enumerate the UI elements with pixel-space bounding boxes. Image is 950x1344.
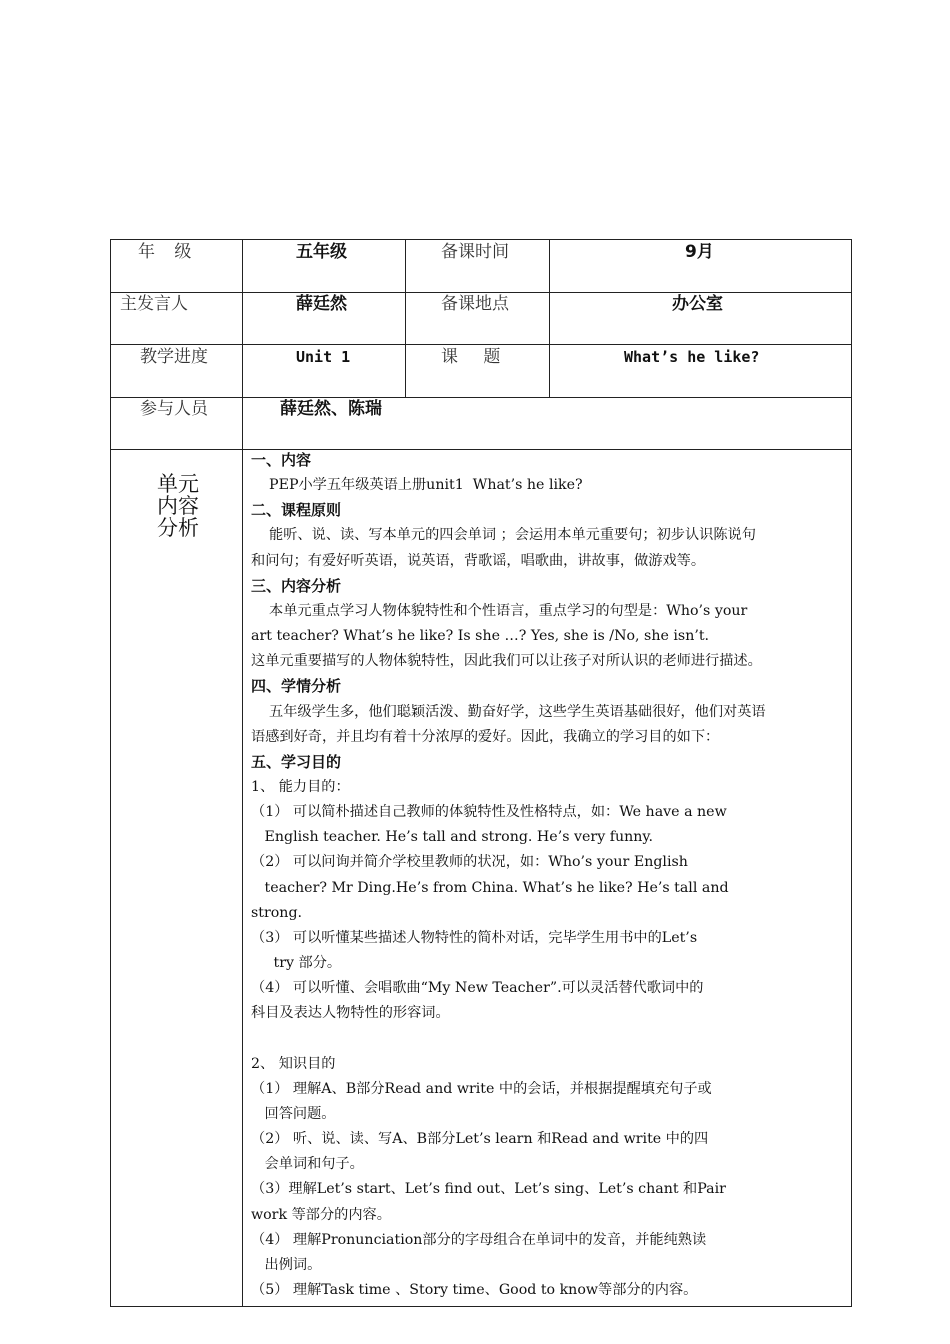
section-heading: 二、课程原则 (251, 501, 342, 520)
col-divider (242, 239, 243, 1307)
content-line: （4） 理解Pronunciation部分的字母组合在单词中的发音，并能纯熟读 (251, 1231, 707, 1248)
content-line: （2） 可以问询并简介学校里教师的状况，如：Who’s your English (251, 854, 688, 871)
content-line: 1、 能力目的： (251, 778, 350, 795)
content-line: 能听、说、读、写本单元的四会单词 ；会运用本单元重要句；初步认识陈说句 (251, 527, 756, 544)
content-line: 语感到好奇，并且均有着十分浓厚的爱好。因此，我确立的学习目的如下： (251, 728, 720, 745)
progress-label: 教学进度 (140, 347, 208, 367)
progress-value: Unit 1 (296, 348, 351, 366)
content-line: （3）理解Let’s start、Let’s find out、Let’s sing、Let’s chant 和Pair (251, 1181, 726, 1198)
row-divider (110, 344, 852, 345)
speaker-label: 主发言人 (120, 294, 188, 314)
place-value: 办公室 (672, 294, 723, 314)
content-line: PEP小学五年级英语上册unit1 What’s he like? (251, 477, 583, 494)
row-divider (110, 397, 852, 398)
side-label-line: 内容 (157, 494, 199, 518)
unit-analysis-label (150, 473, 206, 539)
section-heading: 三、内容分析 (251, 576, 342, 595)
content-line: English teacher. He’s tall and strong. He’s very funny. (251, 829, 654, 846)
content-line: （2） 听、说、读、写A、B部分Let’s learn 和Read and write 中的四 (251, 1131, 709, 1148)
section-heading: 一、内容 (251, 451, 312, 469)
col-divider (405, 239, 406, 397)
content-line: （3） 可以听懂某些描述人物特性的简朴对话，完毕学生用书中的Let’s (251, 929, 698, 946)
content-line: 会单词和句子。 (251, 1156, 364, 1173)
side-label-line: 分析 (157, 516, 199, 540)
content-line: strong. (251, 904, 303, 921)
section-heading: 四、学情分析 (251, 677, 342, 696)
time-value: 9月 (685, 242, 714, 262)
content-line: （1） 可以简朴描述自己教师的体貌特性及性格特点，如：We have a new (251, 804, 727, 821)
participants-label: 参与人员 (140, 399, 208, 419)
participants-value: 薛廷然、陈瑞 (280, 399, 382, 419)
content-line: 2、 知识目的 (251, 1055, 336, 1072)
content-line: 科目及表达人物特性的形容词。 (251, 1005, 450, 1022)
place-label: 备课地点 (441, 294, 509, 314)
grade-label: 年 级 (138, 242, 192, 262)
content-line: 回答问题。 (251, 1105, 336, 1122)
section-heading: 五、学习目的 (251, 752, 342, 771)
content-line: （1） 理解A、B部分Read and write 中的会话，并根据提醒填充句子或 (251, 1080, 712, 1097)
content-line: 本单元重点学习人物体貌特性和个性语言，重点学习的句型是：Who’s your (251, 602, 748, 619)
col-divider (549, 239, 550, 397)
speaker-value: 薛廷然 (296, 294, 347, 314)
content-line: work 等部分的内容。 (251, 1206, 391, 1223)
row-divider (110, 449, 852, 450)
side-label-line: 单元 (157, 472, 199, 496)
content-line: teacher? Mr Ding.He’s from China. What’s he like? He’s tall and (251, 879, 729, 896)
content-line: 五年级学生多，他们聪颖活泼、勤奋好学，这些学生英语基础很好，他们对英语 (251, 703, 766, 720)
content-line: try 部分。 (251, 955, 342, 971)
grade-value: 五年级 (296, 242, 347, 262)
topic-value: What’s he like? (624, 348, 760, 366)
time-label: 备课时间 (441, 242, 509, 262)
content-line: 这单元重要描写的人物体貌特性，因此我们可以让孩子对所认识的老师进行描述。 (251, 653, 762, 670)
content-line: 出例词。 (251, 1256, 322, 1273)
content-line: 和问句；有爱好听英语，说英语，背歌谣，唱歌曲，讲故事，做游戏等。 (251, 552, 706, 569)
topic-label: 课 题 (441, 347, 501, 367)
content-line: （5） 理解Task time 、Story time、Good to know等部分的内容。 (251, 1281, 698, 1298)
content-line: （4） 可以听懂、会唱歌曲“My New Teacher”.可以灵活替代歌词中的 (251, 980, 704, 997)
content-line: art teacher? What’s he like? Is she …? Yes, she is /No, she isn’t. (251, 628, 710, 645)
